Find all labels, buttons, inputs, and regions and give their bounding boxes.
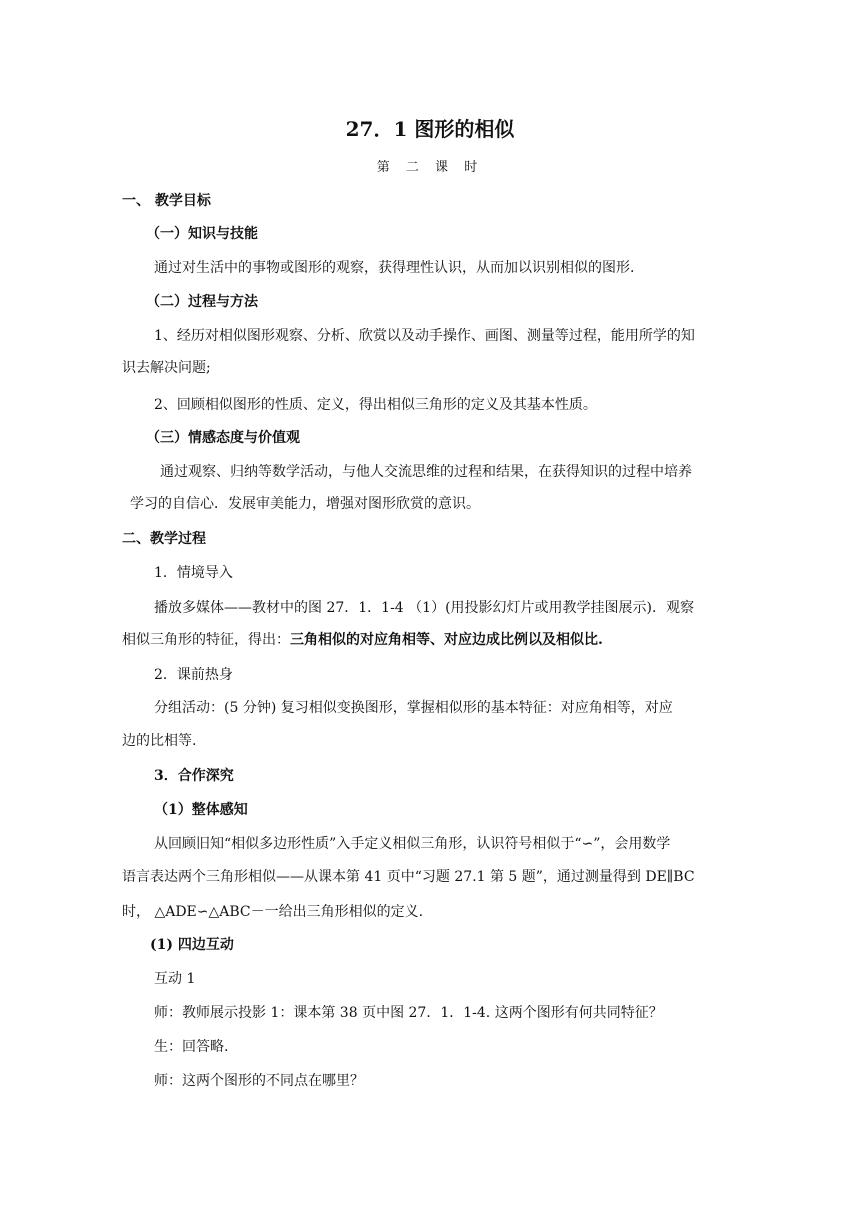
dialogue-student-1: 生：回答略. [154, 1039, 229, 1055]
section-heading-objectives: 一、 教学目标 [122, 193, 211, 209]
paragraph-overall-cont-1: 语言表达两个三角形相似——从课本第 41 页中“习题 27.1 第 5 题”，通过测量得到 DE∥BC [122, 869, 695, 885]
item-cooperation: 3．合作深究 [154, 768, 234, 784]
dialogue-teacher-2: 师：这两个图形的不同点在哪里？ [154, 1073, 364, 1089]
dialogue-teacher-1: 师：教师展示投影 1：课本第 38 页中图 27．1．1-4. 这两个图形有何共同特征？ [154, 1005, 663, 1021]
paragraph-methods-1: 1、经历对相似图形观察、分析、欣赏以及动手操作、画图、测量等过程，能用所学的知 [154, 328, 695, 344]
interaction-label: 互动 1 [154, 971, 196, 987]
scenario-text: 相似三角形的特征，得出： [122, 632, 290, 648]
section-heading-process: 二、教学过程 [122, 531, 206, 547]
item-scenario: 1．情境导入 [154, 565, 233, 581]
paragraph-emotion-cont: 学习的自信心．发展审美能力，增强对图形欣赏的意识。 [130, 496, 480, 512]
paragraph-overall: 从回顾旧知“相似多边形性质”入手定义相似三角形，认识符号相似于“∽”，会用数学 [154, 836, 671, 852]
subheading-methods: （二）过程与方法 [146, 294, 258, 310]
subheading-knowledge: （一）知识与技能 [146, 226, 258, 242]
paragraph-methods-1-cont: 识去解决问题; [122, 360, 211, 376]
paragraph-scenario: 播放多媒体——教材中的图 27．1．1-4 （1）(用投影幻灯片或用教学挂图展示)．观察 [154, 600, 694, 616]
subitem-overall: （1）整体感知 [154, 802, 248, 818]
paragraph-warmup-cont: 边的比相等. [122, 733, 197, 749]
paragraph-warmup: 分组活动：(5 分钟) 复习相似变换图形，掌握相似形的基本特征：对应角相等，对应 [154, 700, 673, 716]
paragraph-scenario-cont [122, 630, 603, 650]
paragraph-knowledge: 通过对生活中的事物或图形的观察，获得理性认识，从而加以识别相似的图形. [154, 260, 635, 276]
page-subtitle: 第 二 课 时 [376, 160, 484, 175]
paragraph-emotion: 通过观察、归纳等数学活动，与他人交流思维的过程和结果，在获得知识的过程中培养 [160, 464, 692, 480]
subheading-emotion: （三）情感态度与价值观 [146, 430, 300, 446]
scenario-conclusion: 三角相似的对应角相等、对应边成比例以及相似比. [290, 632, 603, 648]
paragraph-methods-2: 2、回顾相似图形的性质、定义，得出相似三角形的定义及其基本性质。 [154, 397, 597, 413]
paragraph-overall-cont-2: 时， △ADE∽△ABC－一给出三角形相似的定义. [122, 904, 424, 920]
subitem-interaction: (1) 四边互动 [150, 937, 234, 953]
item-warmup: 2．课前热身 [154, 667, 233, 683]
page-title: 27．1 图形的相似 [345, 117, 515, 141]
